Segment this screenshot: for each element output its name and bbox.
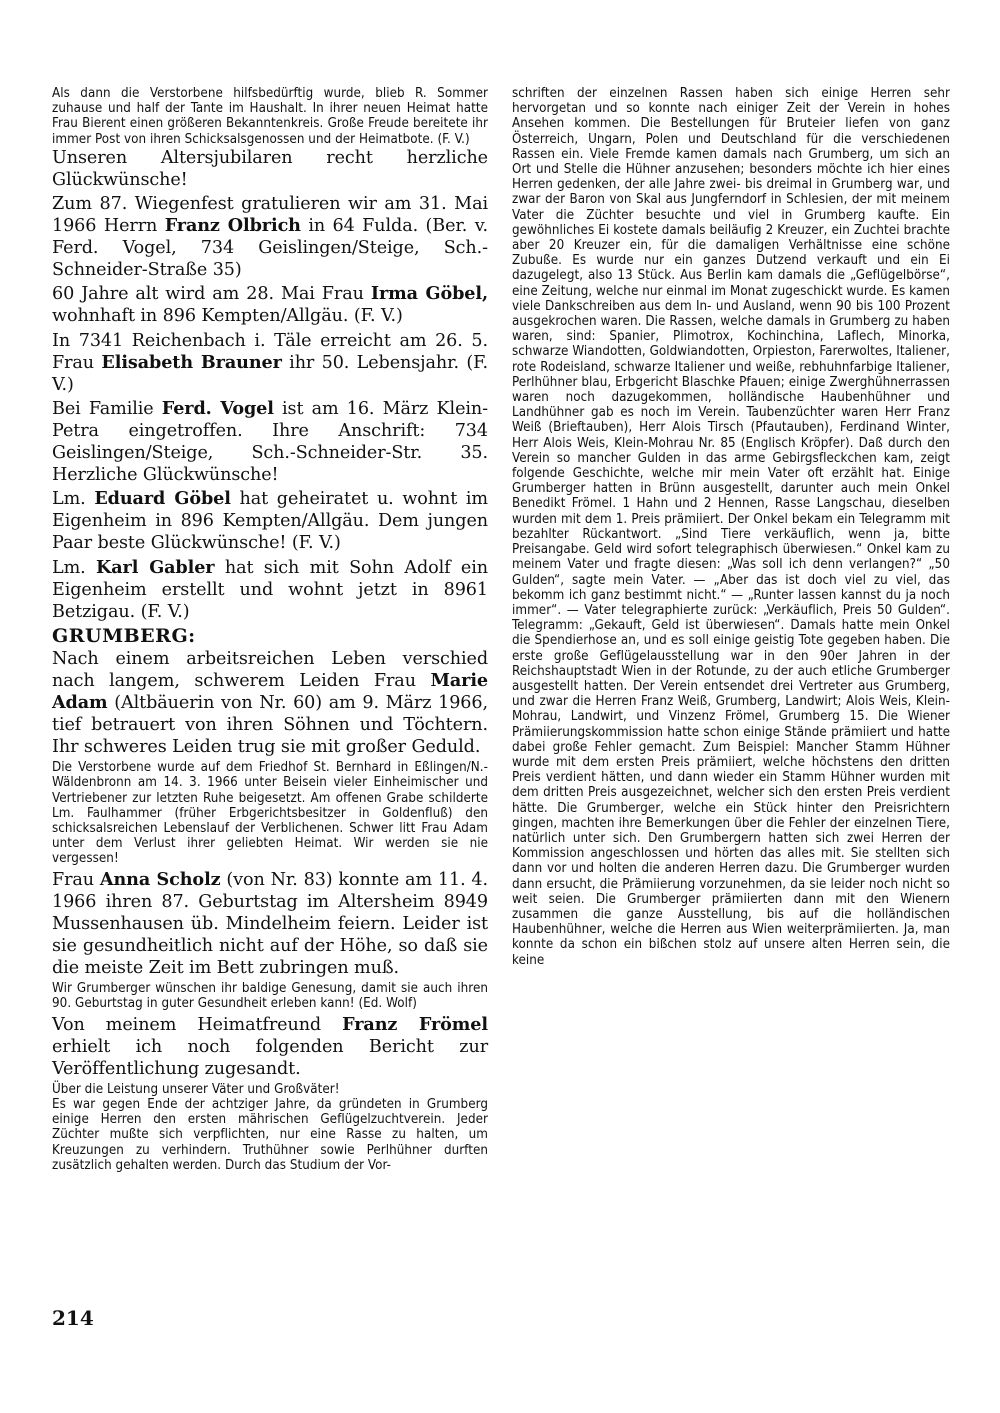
section-heading-grumberg: GRUMBERG: — [52, 624, 196, 647]
birthday-brauner: In 7341 Reichenbach i. Täle erreicht am 26. 5. Frau Elisabeth Brauner ihr 50. Lebensjahr. (F. V.) — [52, 330, 488, 395]
report-title: Über die Leistung unserer Väter und Großväter! — [52, 1081, 340, 1097]
wedding-goebel: Lm. Eduard Göbel hat geheiratet u. wohnt im Eigenheim in 896 Kempten/Allgäu. Dem jungen Paar beste Glückwünsche! (F. V.) — [52, 488, 488, 554]
birthday-olbrich: Zum 87. Wiegenfest gratulieren wir am 31. Mai 1966 Herrn Franz Olbrich in 64 Fulda. (Ber. v. Ferd. Vogel, 734 Geislingen/Steige, Sch.-Schneider-Straße 35) — [52, 194, 488, 281]
greetings-heading: Unseren Altersjubilaren recht herzliche Glückwünsche! — [52, 147, 488, 190]
home-gabler: Lm. Karl Gabler hat sich mit Sohn Adolf ein Eigenheim erstellt und wohnt jetzt in 8961 Betzigau. (F. V.) — [52, 556, 488, 622]
birthday-scholz: Frau Anna Scholz (von Nr. 83) konnte am 11. 4. 1966 ihren 87. Geburtstag im Altersheim 8949 Mussenhausen üb. Mindelheim feiern. Leider ist sie gesundheitlich nicht auf der Höhe, so daß sie die meiste Zeit im Bett zubringen muß. — [52, 868, 488, 979]
birthday-goebel: 60 Jahre alt wird am 28. Mai Frau Irma Göbel, wohnhaft in 896 Kempten/Allgäu. (F. V.) — [52, 283, 488, 327]
page-number: 214 — [52, 1306, 94, 1330]
left-paragraph-1: Als dann die Verstorbene hilfsbedürftig wurde, blieb R. Sommer zuhause und half der Tante im Haushalt. In ihrer neuen Heimat hatte Frau Bierent einen größeren Bekanntenkreis. Große Freude bereitete ihr immer Post von ihren Schicksalsgenossen und der Heimatbote. (F. V.) — [52, 86, 488, 147]
right-column — [512, 86, 950, 968]
report-intro: Von meinem Heimatfreund Franz Frömel erhielt ich noch folgenden Bericht zur Veröffentlichung zugesandt. — [52, 1013, 488, 1079]
left-column — [52, 86, 488, 1173]
funeral-paragraph: Die Verstorbene wurde auf dem Friedhof St. Bernhard in Eßlingen/N.-Wäldenbronn am 14. 3. 1966 unter Beisein vieler Einheimischer und Vertriebener zur letzten Ruhe beigesetzt. Am offenen Grabe schilderte Lm. Faulhammer (früher Erbgerichtsbesitzer in Goldenfluß) den schicksalsreichen Lebenslauf der Verblichenen. Schwer litt Frau Adam unter dem Verlust ihrer geliebten Heimat. Wir werden sie nie vergessen! — [52, 760, 488, 867]
wishes-paragraph: Wir Grumberger wünschen ihr baldige Genesung, damit sie auch ihren 90. Geburtstag in guter Gesundheit erleben kann! (Ed. Wolf) — [52, 981, 488, 1012]
obituary-adam: Nach einem arbeitsreichen Leben verschied nach langem, schwerem Leiden Frau Marie Adam (Altbäuerin von Nr. 60) am 9. März 1966, tief betrauert von ihren Söhnen und Töchtern. Ihr schweres Leiden trug sie mit großer Geduld. — [52, 648, 488, 758]
report-paragraph-continued: schriften der einzelnen Rassen haben sich einige Herren sehr hervorgetan und so konnte nach einiger Zeit der Verein in hohes Ansehen kommen. Die Bestellungen für Bruteier liefen von ganz Österreich, Ungarn, Polen und Deutschland für die verschiedenen Rassen ein. Viele Fremde kamen damals nach Grumberg, um sich an Ort und Stelle die Hühner anzusehen; besonders möchte ich hier eines Herren gedenken, der alle Jahre zwei- bis dreimal in Grumberg war, und zwar der Baron von Skal aus Jungferndorf in Schlesien, der mit meinem Vater die Züchter besuchte und viel in Grumberg kaufte. Ein gewöhnliches Ei kostete damals beiläufig 2 Kreuzer, ein Zuchtei brachte aber 20 Kreuzer ein, für die damaligen Verhältnisse eine schöne Zubuße. Es wurde nur ein ganzes Dutzend verkauft und ein Ei dazugelegt, also 13 Stück. Aus Berlin kam damals die „Geflügelbörse“, eine Zeitung, welche nur einmal im Monat zugeschickt wurde. Es kamen viele Dankschreiben aus dem In- und Ausland, wenn 90 bis 100 Prozent ausgekrochen waren. Die Rassen, welche damals in Grumberg zu haben waren, sind: Spanier, Plimotrox, Kochinchina, Laflech, Minorka, schwarze Wiandotten, Goldwiandotten, Orpieston, Farerwoltes, Italiener, rote Rodeisland, schwarze Italiener und weiße, rebhuhnfarbige Italiener, Perlhühner blau, Erbgericht Blaschke Pfauen; einige Zwerghühnerrassen waren noch dazugekommen, holländische Haubenhühner und Landhühner gab es noch im Verein. Taubenzüchter waren Herr Franz Weiß (Brieftauben), Herr Alois Tirsch (Pfautauben), Ferdinand Winter, Herr Alois Weis, Klein-Mohrau Nr. 85 (Englisch Kröpfer). Daß durch den Verein so mancher Gulden in das arme Gebirgsfleckchen kam, zeigt folgende Geschichte, welche mir mein Vater oft erzählt hat. Einige Grumberger hatten in Brünn ausgestellt, darunter auch mein Onkel Benedikt Frömel. 1 Hahn und 2 Hennen, Rasse Langschau, dieselben wurden mit dem 1. Preis prämiiert. Der Onkel bekam ein Telegramm mit bezahlter Rückantwort. „Sind Tiere verkäuflich, wenn ja, bitte Preisangabe. Geld wird sofort telegraphisch überwiesen.“ Onkel kam zu meinem Vater und fragte diesen: „Was soll ich denn verlangen?“ „50 Gulden“, sagte mein Vater. — „Aber das ist doch viel zu viel, das bekomm ich ganz bestimmt nicht.“ — „Runter lassen kannst du ja noch immer“. — Vater telegraphierte zurück: „Verkäuflich, Preis 50 Gulden“. Telegramm: „Gekauft, Geld ist überwiesen“. Damals hatte mein Onkel die Spendierhose an, und es soll einige geistig Tote gegeben haben. Die erste große Geflügelausstellung war in den 90er Jahren in der Reichshauptstadt Wien in der Rotunde, zu der auch etliche Grumberger ausgestellt hatten. Der Verein entsendet drei Vertreter aus Grumberg, und zwar die Herren Franz Weiß, Grumberg, Landwirt; Alois Weis, Klein-Mohrau, Landwirt, und Vinzenz Frömel, Grumberg 15. Die Wiener Prämiierungskommission hatte schon einige Stände prämiiert und hatte dabei große Fehler gemacht. Zum Beispiel: Mancher Stamm Hühner wurde mit dem ersten Preis prämiiert, welche höchstens den dritten Preis verdient hätten, und dann wieder ein Stamm Hühner wurden mit dem dritten Preis ausgezeichnet, welcher sich den ersten Preis verdient hätte. Die Grumberger, welche ein Stück hinter den Preisrichtern gingen, machten ihre Bemerkungen über die Fehler der einzelnen Tiere, natürlich unter sich. Den Grumbergern hatten sich zwei Herren der Kommission angeschlossen und hörten das alles mit. Sie stellten sich dann vor und holten die anderen Herren dazu. Die Grumberger wurden dann ersucht, die Prämiierung vorzunehmen, da sie leider noch nicht so weit seien. Die Grumberger prämiierten dann mit den Wienern zusammen die ganze Ausstellung, bis auf die holländischen Haubenhühner, welche die Herren aus Wien weiterprämiierten. Ja, man konnte da schon ein bißchen stolz auf unsere alten Herren sein, die keine — [512, 86, 950, 968]
report-paragraph-1: Es war gegen Ende der achtziger Jahre, da gründeten in Grumberg einige Herren den ersten mährischen Geflügelzuchtverein. Jeder Züchter mußte sich verpflichten, nur eine Rasse zu halten, um Kreuzungen zu verhindern. Truthühner sowie Perlhühner durften zusätzlich gehalten werden. Durch das Studium der Vor- — [52, 1097, 488, 1173]
birth-vogel: Bei Familie Ferd. Vogel ist am 16. März Klein-Petra eingetroffen. Ihre Anschrift: 734 Geislingen/Steige, Sch.-Schneider-Str. 35. Herzliche Glückwünsche! — [52, 397, 488, 486]
